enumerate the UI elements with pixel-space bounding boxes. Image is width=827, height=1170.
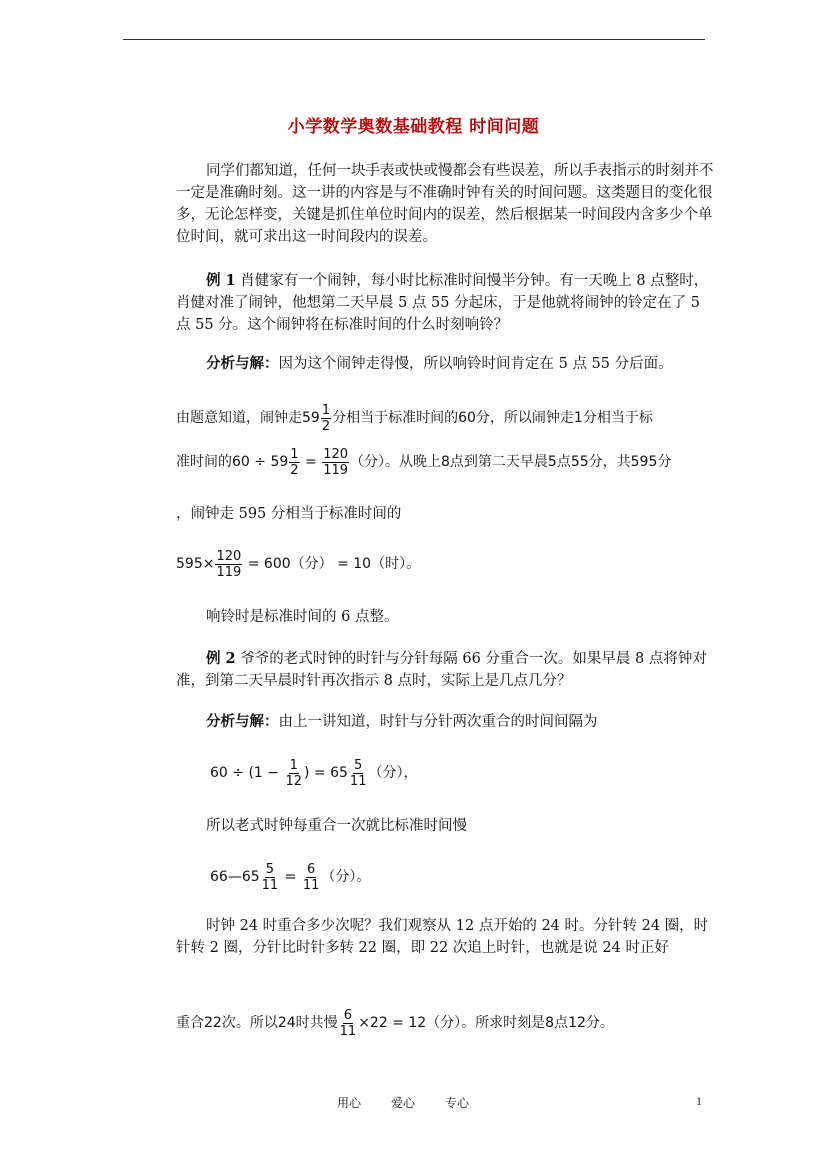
fraction-denominator: 2 — [321, 418, 331, 434]
fraction-denominator: 2 — [290, 462, 299, 478]
solution-text: ×22 = 12（分）。所求时刻是8点12分。 — [358, 1015, 614, 1031]
fraction-numerator: 1 — [290, 446, 299, 462]
formula-text: （分）。 — [321, 869, 371, 885]
example-1-analysis — [176, 353, 716, 375]
solution-text: （分）。从晚上8点到第二天早晨5点55分，共595分 — [350, 454, 672, 470]
solution-line-1 — [176, 400, 653, 436]
example-1 — [176, 270, 716, 336]
example-2 — [176, 648, 716, 692]
intro-paragraph: 同学们都知道，任何一块手表或快或慢都会有些误差，所以手表指示的时刻并不一定是准确时刻。这一讲的内容是与不准确时钟有关的时间问题。这类题目的变化很多，无论怎样变，关键是抓住单位时间内的误差，然后根据某一时间段内含多少个单位时间，就可求出这一时间段内的误差。 — [176, 163, 714, 245]
equals-sign: = — [300, 454, 322, 470]
fraction-denominator: 119 — [323, 462, 349, 478]
fraction — [321, 403, 331, 434]
fraction — [322, 447, 349, 478]
fraction-numerator: 120 — [323, 446, 349, 462]
footer-item: 专心 — [445, 1096, 470, 1110]
fraction-numerator: 5 — [265, 861, 275, 877]
fraction-numerator: 5 — [354, 757, 363, 773]
analysis-text: 因为这个闹钟走得慢，所以响铃时间肯定在 5 点 55 分后面。 — [278, 356, 673, 372]
fraction-numerator: 6 — [306, 861, 316, 877]
solution-text: 由题意知道，闹钟走59 — [176, 410, 320, 426]
formula-text: （分）， — [368, 765, 418, 781]
header-rule — [123, 39, 705, 40]
fraction — [339, 1008, 358, 1039]
formula-text: 66—65 — [210, 869, 260, 885]
formula-text: ) = 65 — [304, 765, 348, 781]
example-2-text: 爷爷的老式时钟的时针与分针每隔 66 分重合一次。如果早晨 8 点将钟对准，到第二天早晨时针再次指示 8 点时，实际上是几点几分？ — [176, 651, 707, 689]
footer-motto — [337, 1094, 499, 1111]
final-line — [176, 1005, 614, 1041]
fraction — [284, 758, 303, 789]
fraction — [215, 549, 242, 580]
fraction — [289, 447, 299, 478]
formula-text: 60 ÷ (1 − — [210, 765, 284, 781]
solution-line-3: ，闹钟走 595 分相当于标准时间的 — [176, 506, 402, 522]
analysis-label: 分析与解： — [206, 355, 279, 372]
fraction — [349, 758, 368, 789]
footer-item: 爱心 — [391, 1096, 416, 1110]
fraction-denominator: 11 — [302, 877, 320, 893]
solution-text: 分相当于标准时间的60分，所以闹钟走1分相当于标 — [332, 410, 653, 426]
fraction-numerator: 1 — [321, 402, 331, 418]
example-2-label: 例 2 — [206, 650, 236, 667]
fraction — [302, 862, 321, 893]
sentence-slower: 所以老式时钟每重合一次就比标准时间慢 — [206, 818, 467, 834]
fraction-denominator: 12 — [285, 773, 302, 789]
formula-3 — [210, 859, 370, 895]
result-line: 响铃时是标准时间的 6 点整。 — [206, 609, 399, 625]
fraction-denominator: 11 — [349, 773, 367, 789]
fraction-denominator: 11 — [339, 1023, 357, 1039]
fraction-numerator: 1 — [289, 757, 298, 773]
fraction — [261, 862, 280, 893]
solution-line-2 — [176, 444, 671, 480]
fraction-numerator: 120 — [216, 548, 242, 564]
example-1-label: 例 1 — [206, 272, 236, 289]
analysis-text: 由上一讲知道，时针与分针两次重合的时间间隔为 — [278, 714, 598, 730]
formula-text: 595× — [176, 556, 215, 572]
equals-sign: = — [280, 869, 301, 885]
fraction-denominator: 11 — [261, 877, 279, 893]
formula-text: = 600（分） = 10（时）。 — [243, 556, 421, 572]
fraction-numerator: 6 — [343, 1007, 353, 1023]
example-1-text: 肖健家有一个闹钟，每小时比标准时间慢半分钟。有一天晚上 8 点整时，肖健对准了闹钟，他想第二天早晨 5 点 55 分起床，于是他就将闹钟的铃定在了 5 点 55 分。这个闹钟将在标准时间的什么时刻响铃？ — [176, 273, 709, 333]
page-number: 1 — [696, 1094, 702, 1108]
analysis-label: 分析与解： — [206, 713, 279, 730]
solution-text: 重合22次。所以24时共慢 — [176, 1015, 338, 1031]
fraction-denominator: 119 — [216, 564, 242, 580]
solution-text: 准时间的60 ÷ 59 — [176, 454, 289, 470]
example-2-analysis — [206, 711, 598, 733]
formula-2 — [210, 755, 417, 791]
footer-item: 用心 — [337, 1096, 362, 1110]
page-title: 小学数学奥数基础教程 时间问题 — [287, 117, 540, 137]
paragraph-24-hours: 时钟 24 时重合多少次呢？我们观察从 12 点开始的 24 时。分针转 24 圈，时针转 2 圈，分针比时针多转 22 圈，即 22 次追上时针，也就是说 24 时正好 — [176, 918, 709, 956]
formula-1 — [176, 546, 420, 582]
